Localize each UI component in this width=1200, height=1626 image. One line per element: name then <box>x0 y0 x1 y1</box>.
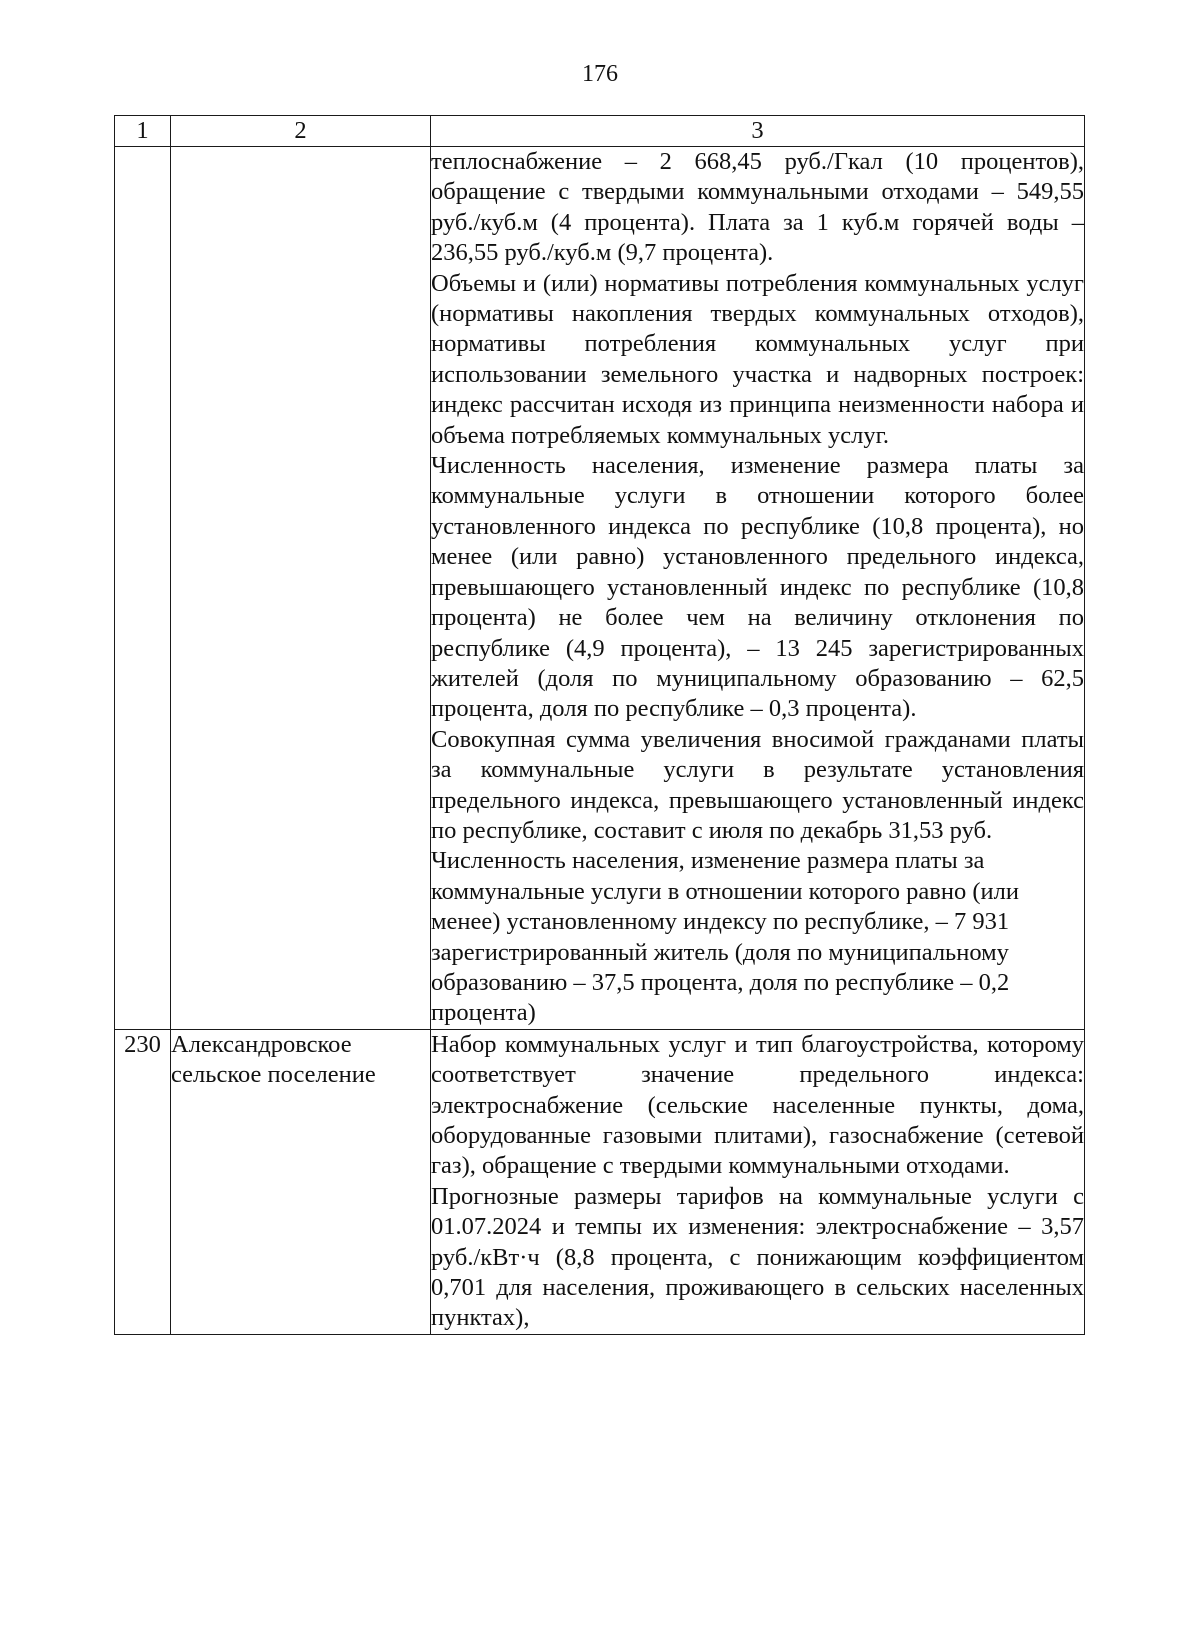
row-number-cell <box>115 147 171 1030</box>
paragraph-population-above-index: Численность населения, изменение размера платы за коммунальные услуги в отношении которого более установленного индекса по республике (10,8 процента), но менее (или равно) установленного предельного индекса, превышающего установленный индекс по республике (10,8 процента) не более чем на величину отклонения по республике (4,9 процента), – 13 245 зарегистрированных жителей (доля по муниципальному образованию – 62,5 процента, доля по республике – 0,3 процента). <box>431 452 1084 723</box>
header-col-3: 3 <box>431 116 1085 147</box>
table-row-continued <box>115 147 1085 1030</box>
description-cell <box>431 147 1085 1030</box>
paragraph-forecast-tariffs: Прогнозные размеры тарифов на коммунальные услуги с 01.07.2024 и темпы их изменения: электроснабжение – 3,57 руб./кВт·ч (8,8 процента, с понижающим коэффициентом 0,701 для населения, проживающего в сельских населенных пунктах), <box>431 1182 1084 1332</box>
settlement-name-cell: Александровское сельское поселение <box>171 1029 431 1334</box>
paragraph-tariffs-continued: теплоснабжение – 2 668,45 руб./Гкал (10 процентов), обращение с твердыми коммунальными отходами – 549,55 руб./куб.м (4 процента). Плата за 1 куб.м горячей воды – 236,55 руб./куб.м (9,7 процента). <box>431 148 1084 267</box>
description-cell <box>431 1029 1085 1334</box>
row-number-cell: 230 <box>115 1029 171 1334</box>
header-col-1: 1 <box>115 116 171 147</box>
paragraph-population-within-index: Численность населения, изменение размера платы за коммунальные услуги в отношении которого равно (или менее) установленному индексу по республике, – 7 931 зарегистрированный житель (доля по муниципальному образованию – 37,5 процента, доля по республике – 0,2 процента) <box>431 847 1019 1027</box>
table-header-row <box>115 116 1085 147</box>
paragraph-consumption-volumes: Объемы и (или) нормативы потребления коммунальных услуг (нормативы накопления твердых коммунальных отходов), нормативы потребления коммунальных услуг при использовании земельного участка и надворных построек: индекс рассчитан исходя из принципа неизменности набора и объема потребляемых коммунальных услуг. <box>431 269 1084 449</box>
settlement-name-cell <box>171 147 431 1030</box>
paragraph-total-increase: Совокупная сумма увеличения вносимой гражданами платы за коммунальные услуги в результате установления предельного индекса, превышающего установленный индекс по республике, составит с июля по декабрь 31,53 руб. <box>431 725 1084 844</box>
header-col-2: 2 <box>171 116 431 147</box>
table-row-230 <box>115 1029 1085 1334</box>
paragraph-services-set: Набор коммунальных услуг и тип благоустройства, которому соответствует значение предельного индекса: электроснабжение (сельские населенные пункты, дома, оборудованные газовыми плитами), газоснабжение (сетевой газ), обращение с твердыми коммунальными отходами. <box>431 1030 1084 1180</box>
tariff-table <box>114 115 1085 1335</box>
page-number: 176 <box>582 61 618 87</box>
